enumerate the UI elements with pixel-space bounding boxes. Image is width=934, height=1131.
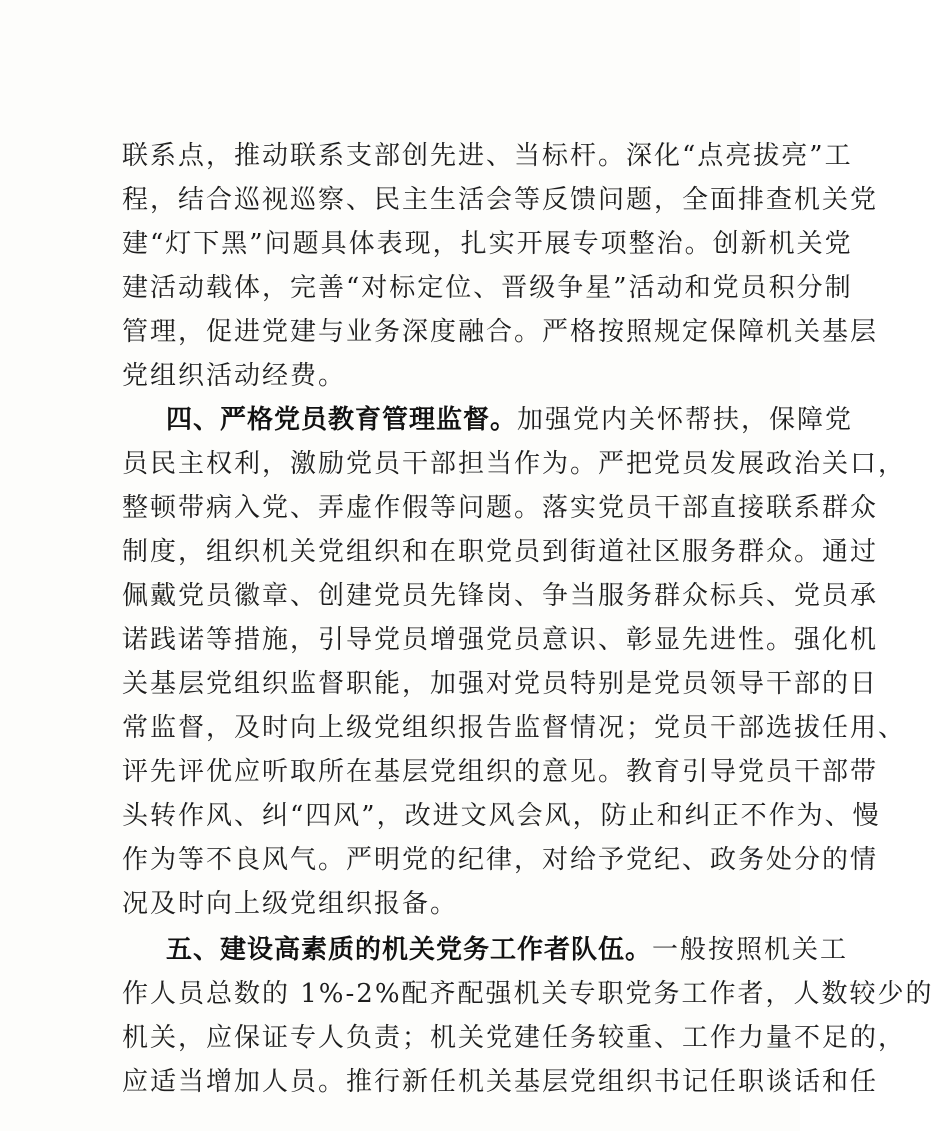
section4-line-8: 评先评优应听取所在基层党组织的意见。教育引导党员干部带 [122,757,879,787]
section4-line-9: 头转作风、纠“四风”，改进文风会风，防止和纠正不作为、慢 [122,801,881,831]
section4-line-2: 整顿带病入党、弄虚作假等问题。落实党员干部直接联系群众 [122,493,879,523]
section4-line-11: 况及时向上级党组织报备。 [122,889,459,919]
section4-line-1: 员民主权利，激励党员干部担当作为。严把党员发展政治关口， [122,449,907,479]
paragraph1-line-6: 党组织活动经费。 [122,361,347,391]
section5-line-1: 作人员总数的 1%-2%配齐配强机关专职党务工作者，人数较少的 [122,979,934,1009]
section4-heading: 四、严格党员教育管理监督。 [166,405,518,435]
paragraph1-line-5: 管理，促进党建与业务深度融合。严格按照规定保障机关基层 [122,317,879,347]
section5-heading: 五、建设高素质的机关党务工作者队伍。 [166,935,653,965]
section5-line-2: 机关，应保证专人负责；机关党建任务较重、工作力量不足的， [122,1023,907,1053]
section4-line-6: 关基层党组织监督职能，加强对党员特别是党员领导干部的日 [122,669,879,699]
section4-line-3: 制度，组织机关党组织和在职党员到街道社区服务群众。通过 [122,537,879,567]
paragraph1-line-3: 建“灯下黑”问题具体表现，扎实开展专项整治。创新机关党 [122,229,853,259]
paragraph1-line-2: 程，结合巡视巡察、民主生活会等反馈问题，全面排查机关党 [122,185,879,215]
section5-first-line [166,930,849,970]
section5-first-line-text: 一般按照机关工 [652,935,849,965]
paragraph1-line-4: 建活动载体，完善“对标定位、晋级争星”活动和党员积分制 [122,273,853,303]
section4-first-line [166,400,854,440]
section4-line-7: 常监督，及时向上级党组织报告监督情况；党员干部选拔任用、 [122,713,907,743]
section4-line-10: 作为等不良风气。严明党的纪律，对给予党纪、政务处分的情 [122,845,879,875]
section4-first-line-text: 加强党内关怀帮扶，保障党 [517,405,854,435]
paragraph1-line-1: 联系点，推动联系支部创先进、当标杆。深化“点亮拔亮”工 [122,141,853,171]
section5-line-3: 应适当增加人员。推行新任机关基层党组织书记任职谈话和任 [122,1067,879,1097]
section4-line-5: 诺践诺等措施，引导党员增强党员意识、彰显先进性。强化机 [122,625,879,655]
section4-line-4: 佩戴党员徽章、创建党员先锋岗、争当服务群众标兵、党员承 [122,581,879,611]
